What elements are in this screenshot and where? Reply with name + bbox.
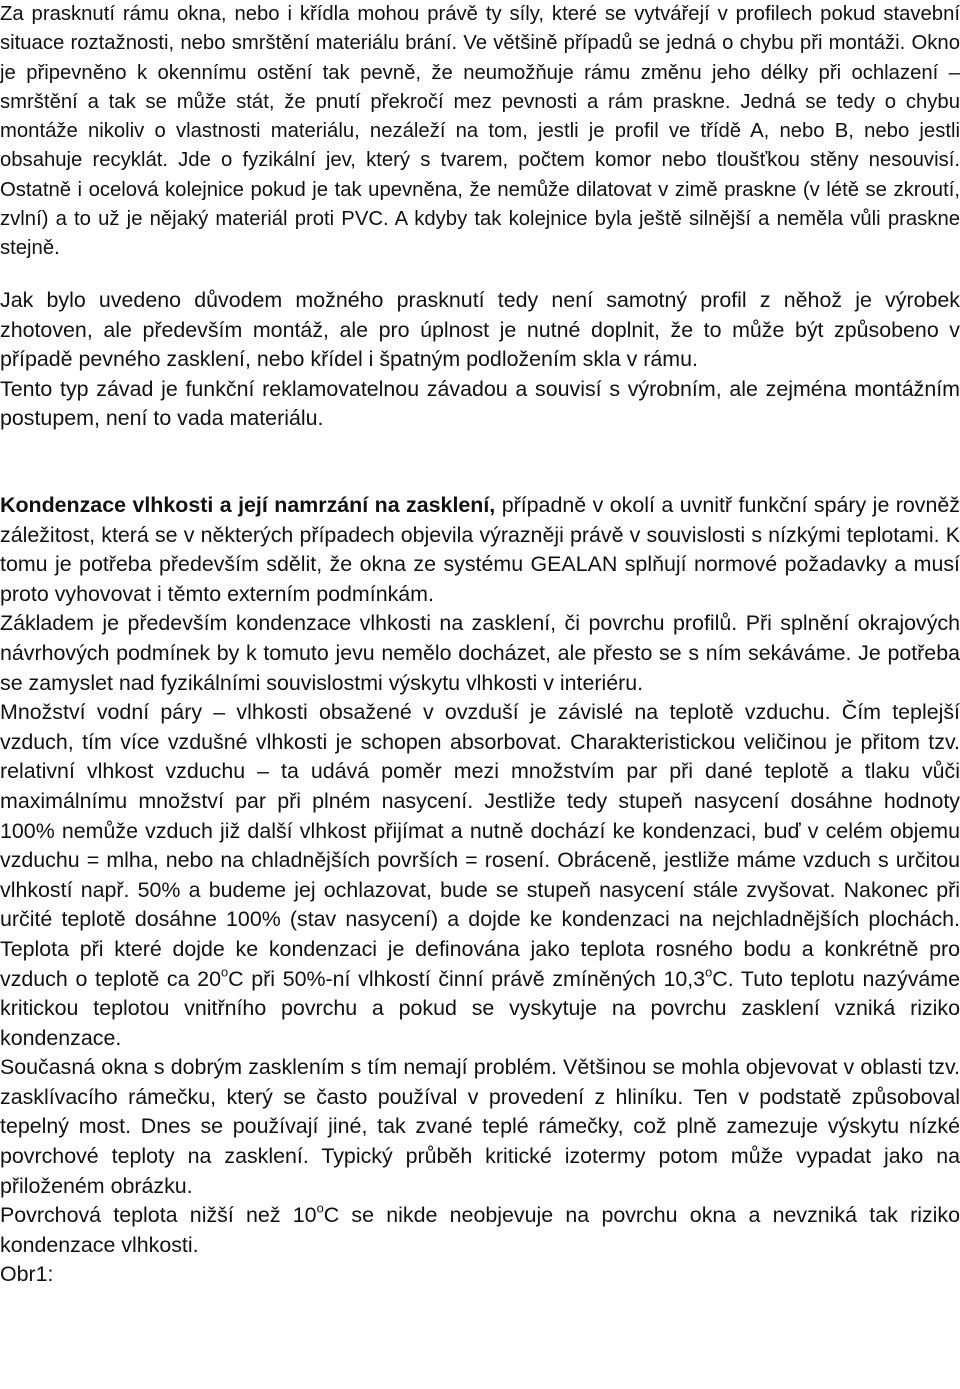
paragraph-surface-temperature bbox=[0, 1201, 960, 1260]
condensation-heading: Kondenzace vlhkosti a její namrzání na zasklení, bbox=[0, 493, 496, 517]
condensation-intro-text: případně v okolí a uvnitř funkční spáry je rovněž záležitost, která se v některých případech objevila výrazněji právě v souvislosti s nízkými teplotami. K tomu je potřeba především sdělit, že okna ze systému GEALAN splňují normové požadavky a musí proto vyhovovat i těmto externím podmínkám. bbox=[0, 493, 960, 606]
paragraph-installation-cause: Jak bylo uvedeno důvodem možného prasknutí tedy není samotný profil z něhož je výrobek zhotoven, ale především montáž, ale pro úplnost je nutné doplnit, že to může být způsobeno v případě pevného zasklení, nebo křídel i špatným podložením skla v rámu. bbox=[0, 288, 960, 372]
humidity-text-b: C při 50%-ní vlhkostí činní právě zmíněných 10,3 bbox=[228, 966, 706, 991]
section-condensation bbox=[0, 491, 960, 1290]
section-frame-cracking bbox=[0, 0, 960, 264]
humidity-text-a: Množství vodní páry – vlhkosti obsažené v ovzduší je závislé na teplotě vzduchu. Čím teplejší vzduch, tím více vzdušné vlhkosti je schopen absorbovat. Charakteristickou veličinou je přitom tzv. relativní vlhkost vzduchu – ta udává poměr mezi množstvím par při dané teplotě a tlaku vůči maximálnímu množství par při plném nasycení. Jestliže tedy stupeň nasycení dosáhne hodnoty 100% nemůže vzduch již další vlhkost přijímat a nutně dochází ke kondenzaci, buď v celém objemu vzduchu = mlha, nebo na chladnějších površích = rosení. Obráceně, jestliže máme vzduch s určitou vlhkostí např. 50% a budeme jej ochlazovat, bude se stupeň nasycení stále zvyšovat. Nakonec při určité teplotě dosáhne 100% (stav nasycení) a dojde ke kondenzaci na nejchladnějších plochách. Teplota při které dojde ke kondenzaci je definována jako teplota rosného bodu a konkrétně pro vzduch o teplotě ca 20 bbox=[0, 700, 960, 991]
paragraph-warm-spacers: Současná okna s dobrým zasklením s tím nemají problém. Většinou se mohla objevovat v oblasti tzv. zasklívacího rámečku, který se často používal v provedení z hliníku. Ten v podstatě způsoboval tepelný most. Dnes se používají jiné, tak zvané teplé rámečky, což plně zamezuje výskytu nízké povrchové teploty na zasklení. Typický průběh kritické izotermy potom může vypadat jako na přiloženém obrázku. bbox=[0, 1055, 960, 1198]
paragraph-condensation-intro bbox=[0, 491, 960, 609]
paragraph-humidity-physics bbox=[0, 698, 960, 1053]
humidity-text-c: C. Tuto teplotu nazýváme kritickou teplotou vnitřního povrchu a pokud se vyskytuje na povrchu zasklení vzniká riziko kondenzace. bbox=[0, 966, 960, 1050]
figure-caption: Obr1: bbox=[0, 1262, 54, 1287]
paragraph-condensation-basis: Základem je především kondenzace vlhkosti na zasklení, či povrchu profilů. Při splnění okrajových návrhových podmínek by k tomuto jevu nemělo docházet, ale přesto se s ním sekáváme. Je potřeba se zamyslet nad fyzikálními souvislostmi výskytu vlhkosti v interiéru. bbox=[0, 611, 960, 695]
paragraph-frame-cracking: Za prasknutí rámu okna, nebo i křídla mohou právě ty síly, které se vytvářejí v profilech pokud stavební situace roztažnosti, nebo smrštění materiálu brání. Ve většině případů se jedná o chybu při montáži. Okno je připevněno k okennímu ostění tak pevně, že neumožňuje rámu změnu jeho délky při ochlazení – smrštění a tak se může stát, že pnutí překročí mez pevnosti a rám praskne. Jedná se tedy o chybu montáže nikoliv o vlastnosti materiálu, nezáleží na tom, jestli je profil ve třídě A, nebo B, nebo jestli obsahuje recyklát. Jde o fyzikální jev, který s tvarem, počtem komor nebo tloušťkou stěny nesouvisí. Ostatně i ocelová kolejnice pokud je tak upevněna, že nemůže dilatovat v zimě praskne (v létě se zkroutí, zvlní) a to už je nějaký materiál proti PVC. A kdyby tak kolejnice byla ještě silnější a neměla vůli praskne stejně. bbox=[0, 3, 960, 260]
section-installation-cause bbox=[0, 286, 960, 434]
paragraph-defect-type: Tento typ závad je funkční reklamovatelnou závadou a souvisí s výrobním, ale zejména montážním postupem, není to vada materiálu. bbox=[0, 376, 960, 431]
degree-superscript: o bbox=[316, 1200, 324, 1216]
surface-temp-text-a: Povrchová teplota nižší než 10 bbox=[0, 1203, 317, 1228]
surface-temp-text-b: C se nikde neobjevuje na povrchu okna a nevzniká tak riziko kondenzace vlhkosti. bbox=[0, 1203, 960, 1257]
degree-superscript: o bbox=[220, 963, 229, 979]
degree-superscript: o bbox=[705, 963, 713, 979]
